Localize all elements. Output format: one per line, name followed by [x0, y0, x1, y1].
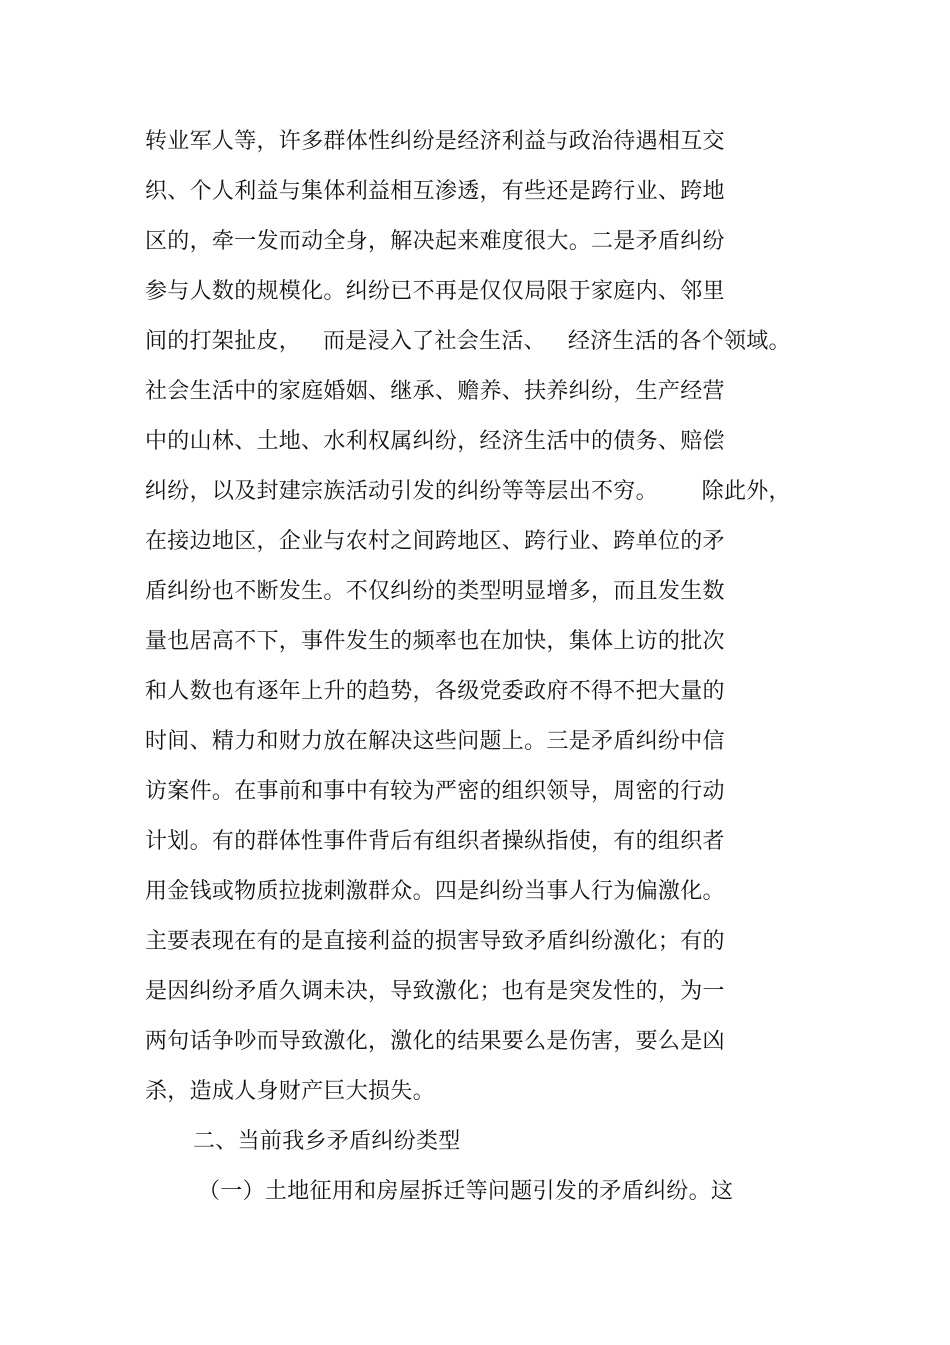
- paragraph-line-2: 织、个人利益与集体利益相互渗透，有些还是跨行业、跨地: [145, 179, 725, 204]
- paragraph-line-19: 两句话争吵而导致激化，激化的结果要么是伤害，要么是凶: [145, 1029, 725, 1054]
- paragraph-line-15: 计划。有的群体性事件背后有组织者操纵指使，有的组织者: [145, 829, 725, 854]
- paragraph-line-6: 社会生活中的家庭婚姻、继承、赡养、扶养纠纷，生产经营: [145, 379, 725, 404]
- subsection-line: （一）土地征用和房屋拆迁等问题引发的矛盾纠纷。这: [198, 1179, 734, 1204]
- paragraph-line-11: 量也居高不下，事件发生的频率也在加快，集体上访的批次: [145, 629, 725, 654]
- paragraph-line-8: 纠纷，以及封建宗族活动引发的纠纷等等层出不穷。 除此外，: [145, 479, 791, 504]
- paragraph-line-16: 用金钱或物质拉拢刺激群众。四是纠纷当事人行为偏激化。: [145, 879, 725, 904]
- paragraph-line-5: 间的打架扯皮， 而是浸入了社会生活、 经济生活的各个领域。: [145, 329, 791, 354]
- paragraph-line-13: 时间、精力和财力放在解决这些问题上。三是矛盾纠纷中信: [145, 729, 725, 754]
- paragraph-line-17: 主要表现在有的是直接利益的损害导致矛盾纠纷激化；有的: [145, 929, 725, 954]
- section-heading: 二、当前我乡矛盾纠纷类型: [193, 1129, 461, 1154]
- paragraph-line-10: 盾纠纷也不断发生。不仅纠纷的类型明显增多，而且发生数: [145, 579, 725, 604]
- paragraph-line-3: 区的，牵一发而动全身，解决起来难度很大。二是矛盾纠纷: [145, 229, 725, 254]
- paragraph-line-1: 转业军人等，许多群体性纠纷是经济利益与政治待遇相互交: [145, 129, 725, 154]
- paragraph-line-20: 杀，造成人身财产巨大损失。: [145, 1079, 435, 1104]
- paragraph-line-9: 在接边地区，企业与农村之间跨地区、跨行业、跨单位的矛: [145, 529, 725, 554]
- paragraph-line-18: 是因纠纷矛盾久调未决，导致激化；也有是突发性的，为一: [145, 979, 725, 1004]
- paragraph-line-12: 和人数也有逐年上升的趋势，各级党委政府不得不把大量的: [145, 679, 725, 704]
- paragraph-line-7: 中的山林、土地、水利权属纠纷，经济生活中的债务、赔偿: [145, 429, 725, 454]
- paragraph-line-14: 访案件。在事前和事中有较为严密的组织领导，周密的行动: [145, 779, 725, 804]
- paragraph-line-4: 参与人数的规模化。纠纷已不再是仅仅局限于家庭内、邻里: [145, 279, 725, 304]
